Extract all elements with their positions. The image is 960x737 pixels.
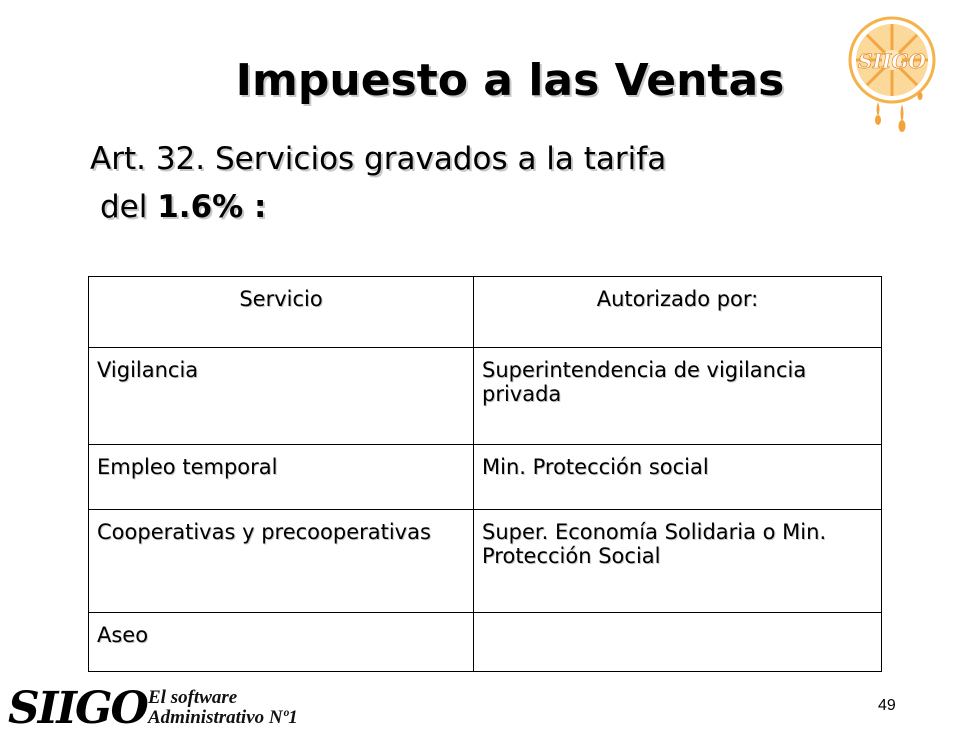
subtitle-line2 <box>90 183 666 231</box>
table-row <box>89 510 882 613</box>
slide-subtitle <box>90 135 666 231</box>
brand-tagline <box>148 688 298 728</box>
header-autorizado: Autorizado por: <box>474 277 882 348</box>
table-row <box>89 613 882 672</box>
orange-logo-text: SIIGO <box>858 49 926 73</box>
subtitle-line2-prefix: del <box>100 189 158 225</box>
brand-name: SIIGO <box>8 683 147 734</box>
cell-servicio: Cooperativas y precooperativas <box>89 510 474 613</box>
siigo-brand-logo <box>8 684 308 734</box>
cell-servicio: Aseo <box>89 613 474 672</box>
header-servicio: Servicio <box>89 277 474 348</box>
subtitle-line1: Art. 32. Servicios gravados a la tarifa <box>90 141 667 177</box>
tagline-line2: Administrativo Nº1 <box>148 707 298 728</box>
cell-autorizado: Min. Protección social <box>474 445 882 510</box>
cell-autorizado <box>474 613 882 672</box>
table-header-row <box>89 277 882 348</box>
table-row <box>89 445 882 510</box>
tax-rate: 1.6% : <box>157 189 267 225</box>
table-row <box>89 348 882 445</box>
cell-servicio: Vigilancia <box>89 348 474 445</box>
slide-title: Impuesto a las Ventas <box>235 55 785 106</box>
tagline-line1: El software <box>148 687 238 708</box>
page-number: 49 <box>878 697 896 714</box>
cell-autorizado: Super. Economía Solidaria o Min. Protección Social <box>474 510 882 613</box>
services-table <box>88 276 882 672</box>
cell-autorizado: Superintendencia de vigilancia privada <box>474 348 882 445</box>
cell-servicio: Empleo temporal <box>89 445 474 510</box>
